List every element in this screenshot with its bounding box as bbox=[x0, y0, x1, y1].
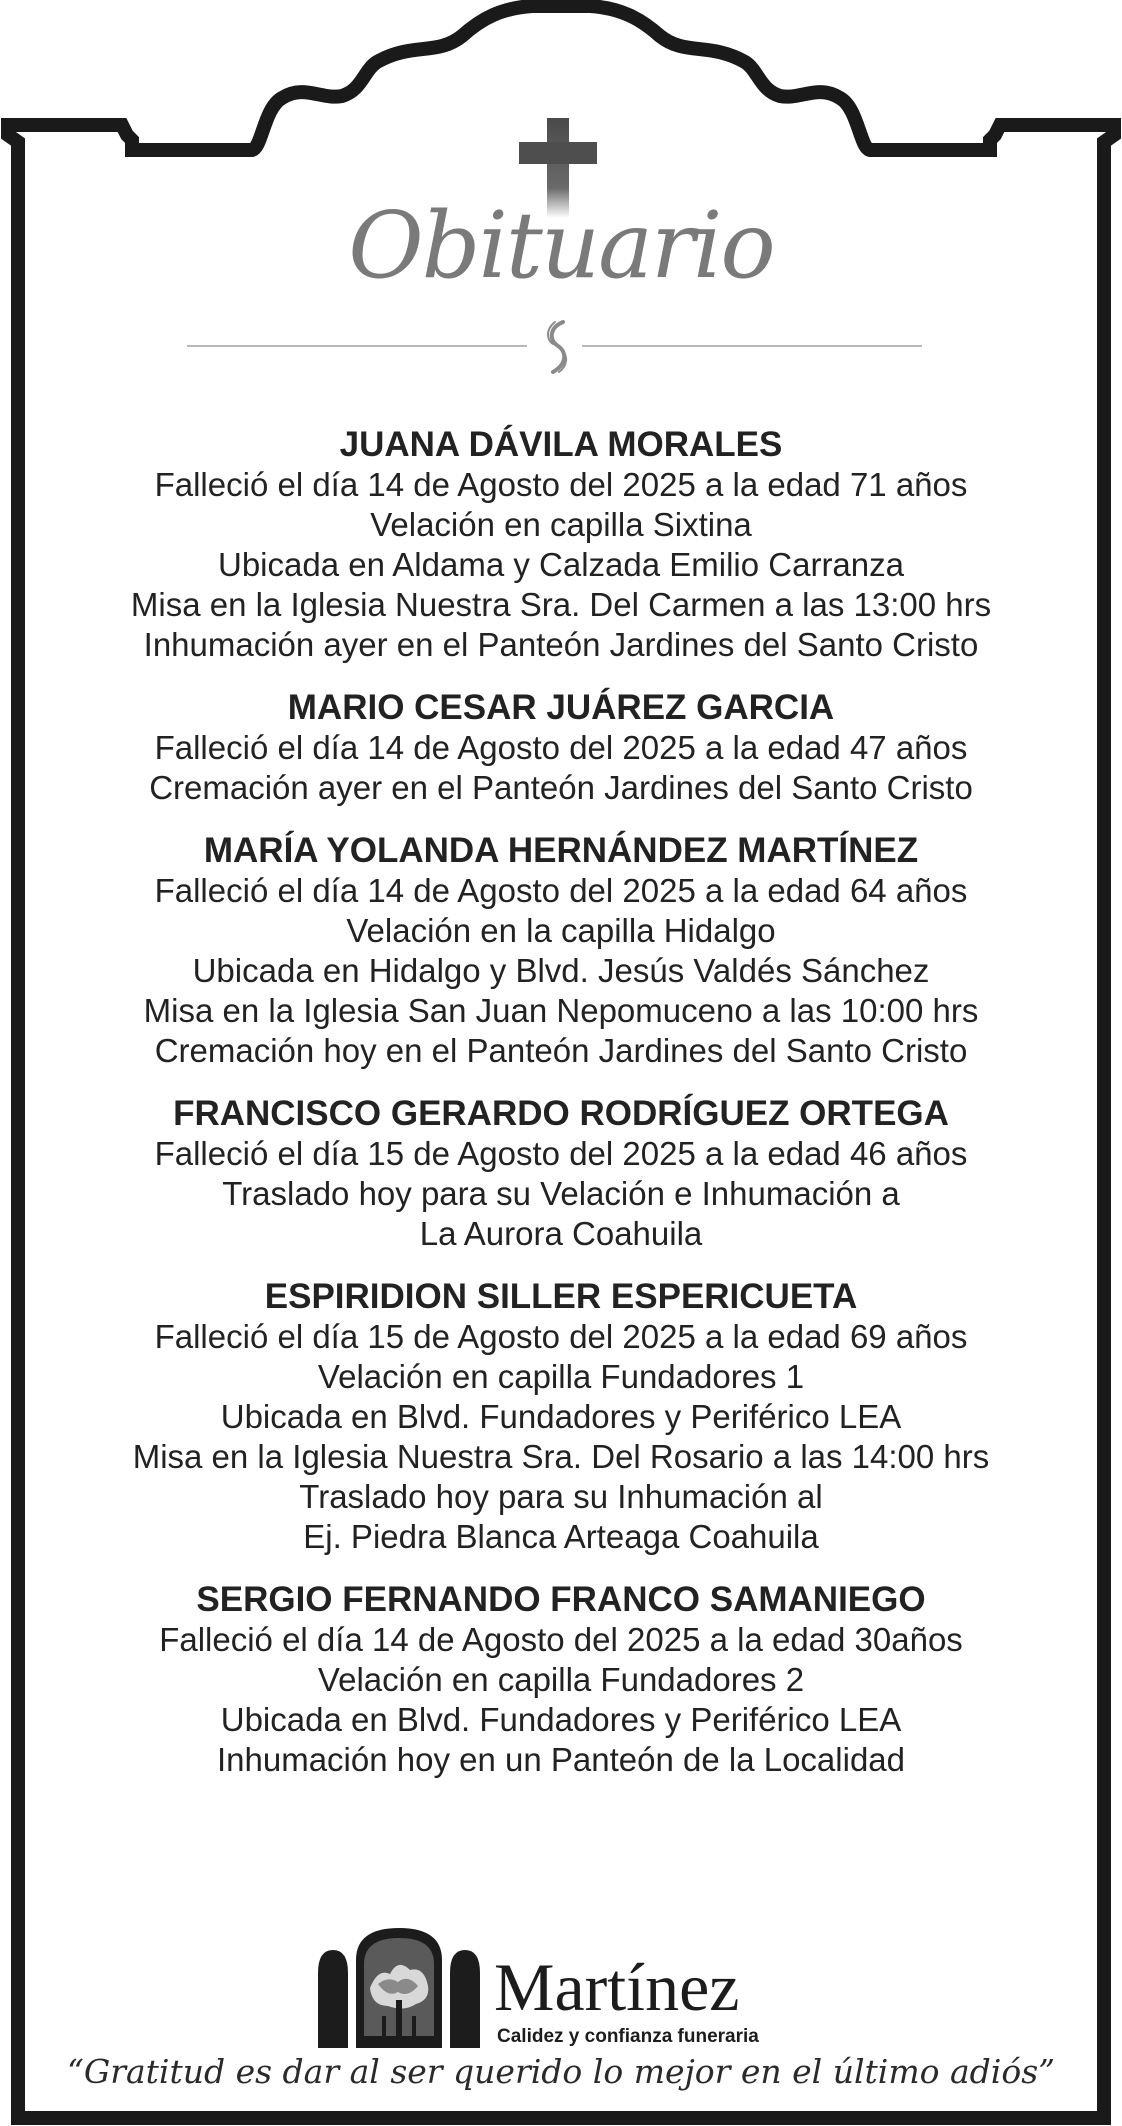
obituary-entry bbox=[60, 1094, 1062, 1254]
chapel-arches-logo bbox=[318, 1928, 480, 2048]
entry-line: Ubicada en Blvd. Fundadores y Periférico LEA bbox=[220, 1701, 902, 1738]
deceased-name: FRANCISCO GERARDO RODRÍGUEZ ORTEGA bbox=[173, 1094, 949, 1133]
divider-line-right bbox=[582, 345, 922, 347]
obituary-entry bbox=[60, 831, 1062, 1071]
entry-line: Cremación hoy en el Panteón Jardines del Santo Cristo bbox=[154, 1032, 968, 1069]
brand-tagline: Calidez y confianza funeraria bbox=[497, 2026, 759, 2047]
entry-line: Velación en capilla Sixtina bbox=[370, 506, 752, 543]
entry-line: Ubicada en Aldama y Calzada Emilio Carranza bbox=[217, 546, 904, 583]
entry-line: Cremación ayer en el Panteón Jardines del Santo Cristo bbox=[149, 769, 973, 806]
deceased-name: MARÍA YOLANDA HERNÁNDEZ MARTÍNEZ bbox=[203, 831, 919, 870]
obituary-entry bbox=[60, 1277, 1062, 1557]
entry-line: Inhumación hoy en un Panteón de la Localidad bbox=[216, 1741, 906, 1778]
brand-name: Martínez bbox=[494, 1949, 740, 2025]
entry-line: Falleció el día 15 de Agosto del 2025 a la edad 46 años bbox=[154, 1135, 968, 1172]
entry-line: Ej. Piedra Blanca Arteaga Coahuila bbox=[303, 1518, 819, 1555]
closing-quote: “Gratitud es dar al ser querido lo mejor en el último adiós” bbox=[66, 2052, 1056, 2091]
entry-line: Falleció el día 14 de Agosto del 2025 a la edad 47 años bbox=[154, 729, 968, 766]
entry-line: Misa en la Iglesia Nuestra Sra. Del Rosario a las 14:00 hrs bbox=[132, 1438, 990, 1475]
entry-line: La Aurora Coahuila bbox=[419, 1215, 703, 1252]
deceased-name: SERGIO FERNANDO FRANCO SAMANIEGO bbox=[196, 1580, 926, 1619]
divider-line-left bbox=[187, 345, 527, 347]
deceased-name: JUANA DÁVILA MORALES bbox=[339, 425, 783, 464]
entry-line: Falleció el día 15 de Agosto del 2025 a la edad 69 años bbox=[154, 1318, 968, 1355]
entry-line: Ubicada en Hidalgo y Blvd. Jesús Valdés Sánchez bbox=[192, 952, 930, 989]
deceased-name: ESPIRIDION SILLER ESPERICUETA bbox=[264, 1277, 858, 1316]
entry-line: Ubicada en Blvd. Fundadores y Periférico LEA bbox=[220, 1398, 902, 1435]
entry-line: Velación en la capilla Hidalgo bbox=[346, 912, 776, 949]
obituary-entry bbox=[60, 1580, 1062, 1780]
deceased-name: MARIO CESAR JUÁREZ GARCIA bbox=[287, 688, 835, 727]
entry-line: Falleció el día 14 de Agosto del 2025 a la edad 64 años bbox=[154, 872, 968, 909]
page-title: Obituario bbox=[348, 192, 774, 299]
entry-line: Inhumación ayer en el Panteón Jardines del Santo Cristo bbox=[143, 626, 979, 663]
entry-line: Falleció el día 14 de Agosto del 2025 a la edad 71 años bbox=[154, 466, 968, 503]
entry-line: Traslado hoy para su Velación e Inhumación a bbox=[222, 1175, 900, 1212]
entry-line: Falleció el día 14 de Agosto del 2025 a la edad 30años bbox=[159, 1621, 963, 1658]
entry-line: Traslado hoy para su Inhumación al bbox=[299, 1478, 823, 1515]
entry-line: Misa en la Iglesia Nuestra Sra. Del Carmen a las 13:00 hrs bbox=[130, 586, 992, 623]
entry-line: Velación en capilla Fundadores 1 bbox=[317, 1358, 805, 1395]
obituary-entry bbox=[60, 688, 1062, 808]
entry-line: Velación en capilla Fundadores 2 bbox=[317, 1661, 805, 1698]
obituary-entry bbox=[60, 425, 1062, 665]
obituary-list bbox=[60, 425, 1062, 1803]
entry-line: Misa en la Iglesia San Juan Nepomuceno a las 10:00 hrs bbox=[143, 992, 979, 1029]
flourish-icon bbox=[541, 318, 575, 376]
